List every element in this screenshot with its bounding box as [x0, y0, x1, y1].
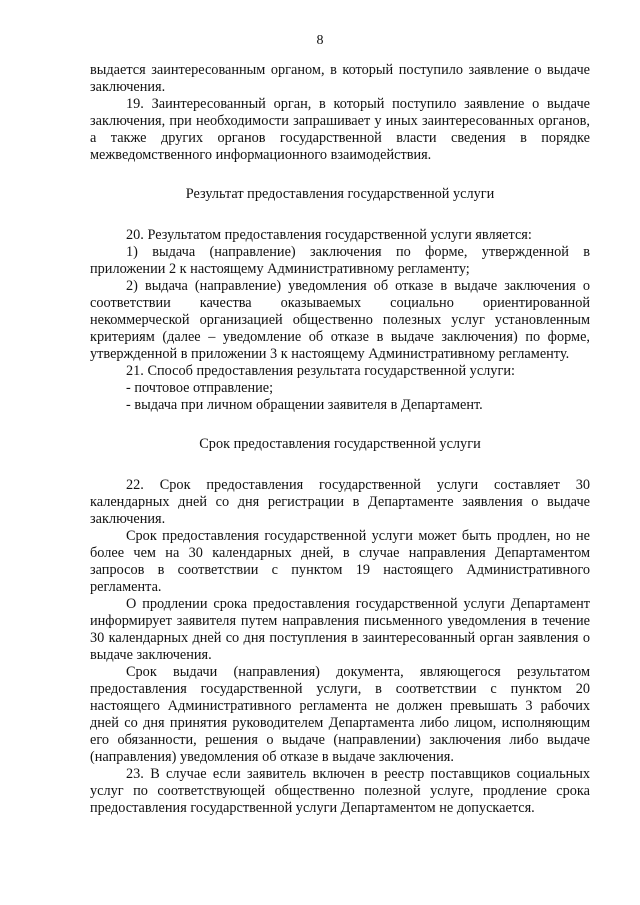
paragraph-21-item-a: - почтовое отправление; — [126, 380, 274, 396]
section-heading-result: Результат предоставления государственной услуги — [185, 186, 495, 202]
paragraph-22-notification: О продлении срока предоставления государственной услуги Департамент информирует заявителя путем направления письменного уведомления в течение 30 календарных дней со дня поступления в заинтересованный орган заявления о выдаче заключения. — [90, 596, 590, 663]
section-heading-term: Срок предоставления государственной услуги — [199, 436, 481, 452]
paragraph-20-item-2: 2) выдача (направление) уведомления об отказе в выдаче заключения о соответствии качества оказываемых социально ориентированной некоммерческой организацией общественно полезных услуг установленным критериям (далее – уведомление об отказе в выдаче заключения) по форме, утвержденной в приложении 3 к настоящему Административному регламенту. — [90, 278, 590, 362]
page-number: 8 — [316, 33, 324, 48]
paragraph-20: 20. Результатом предоставления государственной услуги является: — [126, 227, 532, 243]
paragraph-22-extension: Срок предоставления государственной услуги может быть продлен, но не более чем на 30 календарных дней, в случае направления Департаментом запросов в соответствии с пунктом 19 настоящего Административного регламента. — [90, 528, 590, 595]
paragraph-21: 21. Способ предоставления результата государственной услуги: — [126, 363, 515, 379]
paragraph-22: 22. Срок предоставления государственной услуги составляет 30 календарных дней со дня регистрации в Департаменте заявления о выдаче заключения. — [90, 477, 590, 527]
paragraph-19: 19. Заинтересованный орган, в который поступило заявление о выдаче заключения, при необходимости запрашивает у иных заинтересованных органов, а также других органов государственной власти сведения в порядке межведомственного информационного взаимодействия. — [90, 96, 590, 163]
paragraph-21-item-b: - выдача при личном обращении заявителя в Департамент. — [126, 397, 483, 413]
paragraph-continuation: выдается заинтересованным органом, в который поступило заявление о выдаче заключения. — [90, 62, 590, 95]
document-body — [90, 62, 590, 817]
paragraph-20-item-1: 1) выдача (направление) заключения по форме, утвержденной в приложении 2 к настоящему Административному регламенту; — [90, 244, 590, 277]
paragraph-23: 23. В случае если заявитель включен в реестр поставщиков социальных услуг по соответствующей общественно полезной услуге, продление срока предоставления государственной услуги Департаментом не допускается. — [90, 766, 590, 816]
paragraph-22-delivery-term: Срок выдачи (направления) документа, являющегося результатом предоставления государственной услуги, в соответствии с пунктом 20 настоящего Административного регламента не должен превышать 3 рабочих дней со дня принятия руководителем Департамента либо лицом, исполняющим его обязанности, решения о выдаче (направлении) заключения либо выдаче (направления) уведомления об отказе в выдаче заключения. — [90, 664, 590, 765]
